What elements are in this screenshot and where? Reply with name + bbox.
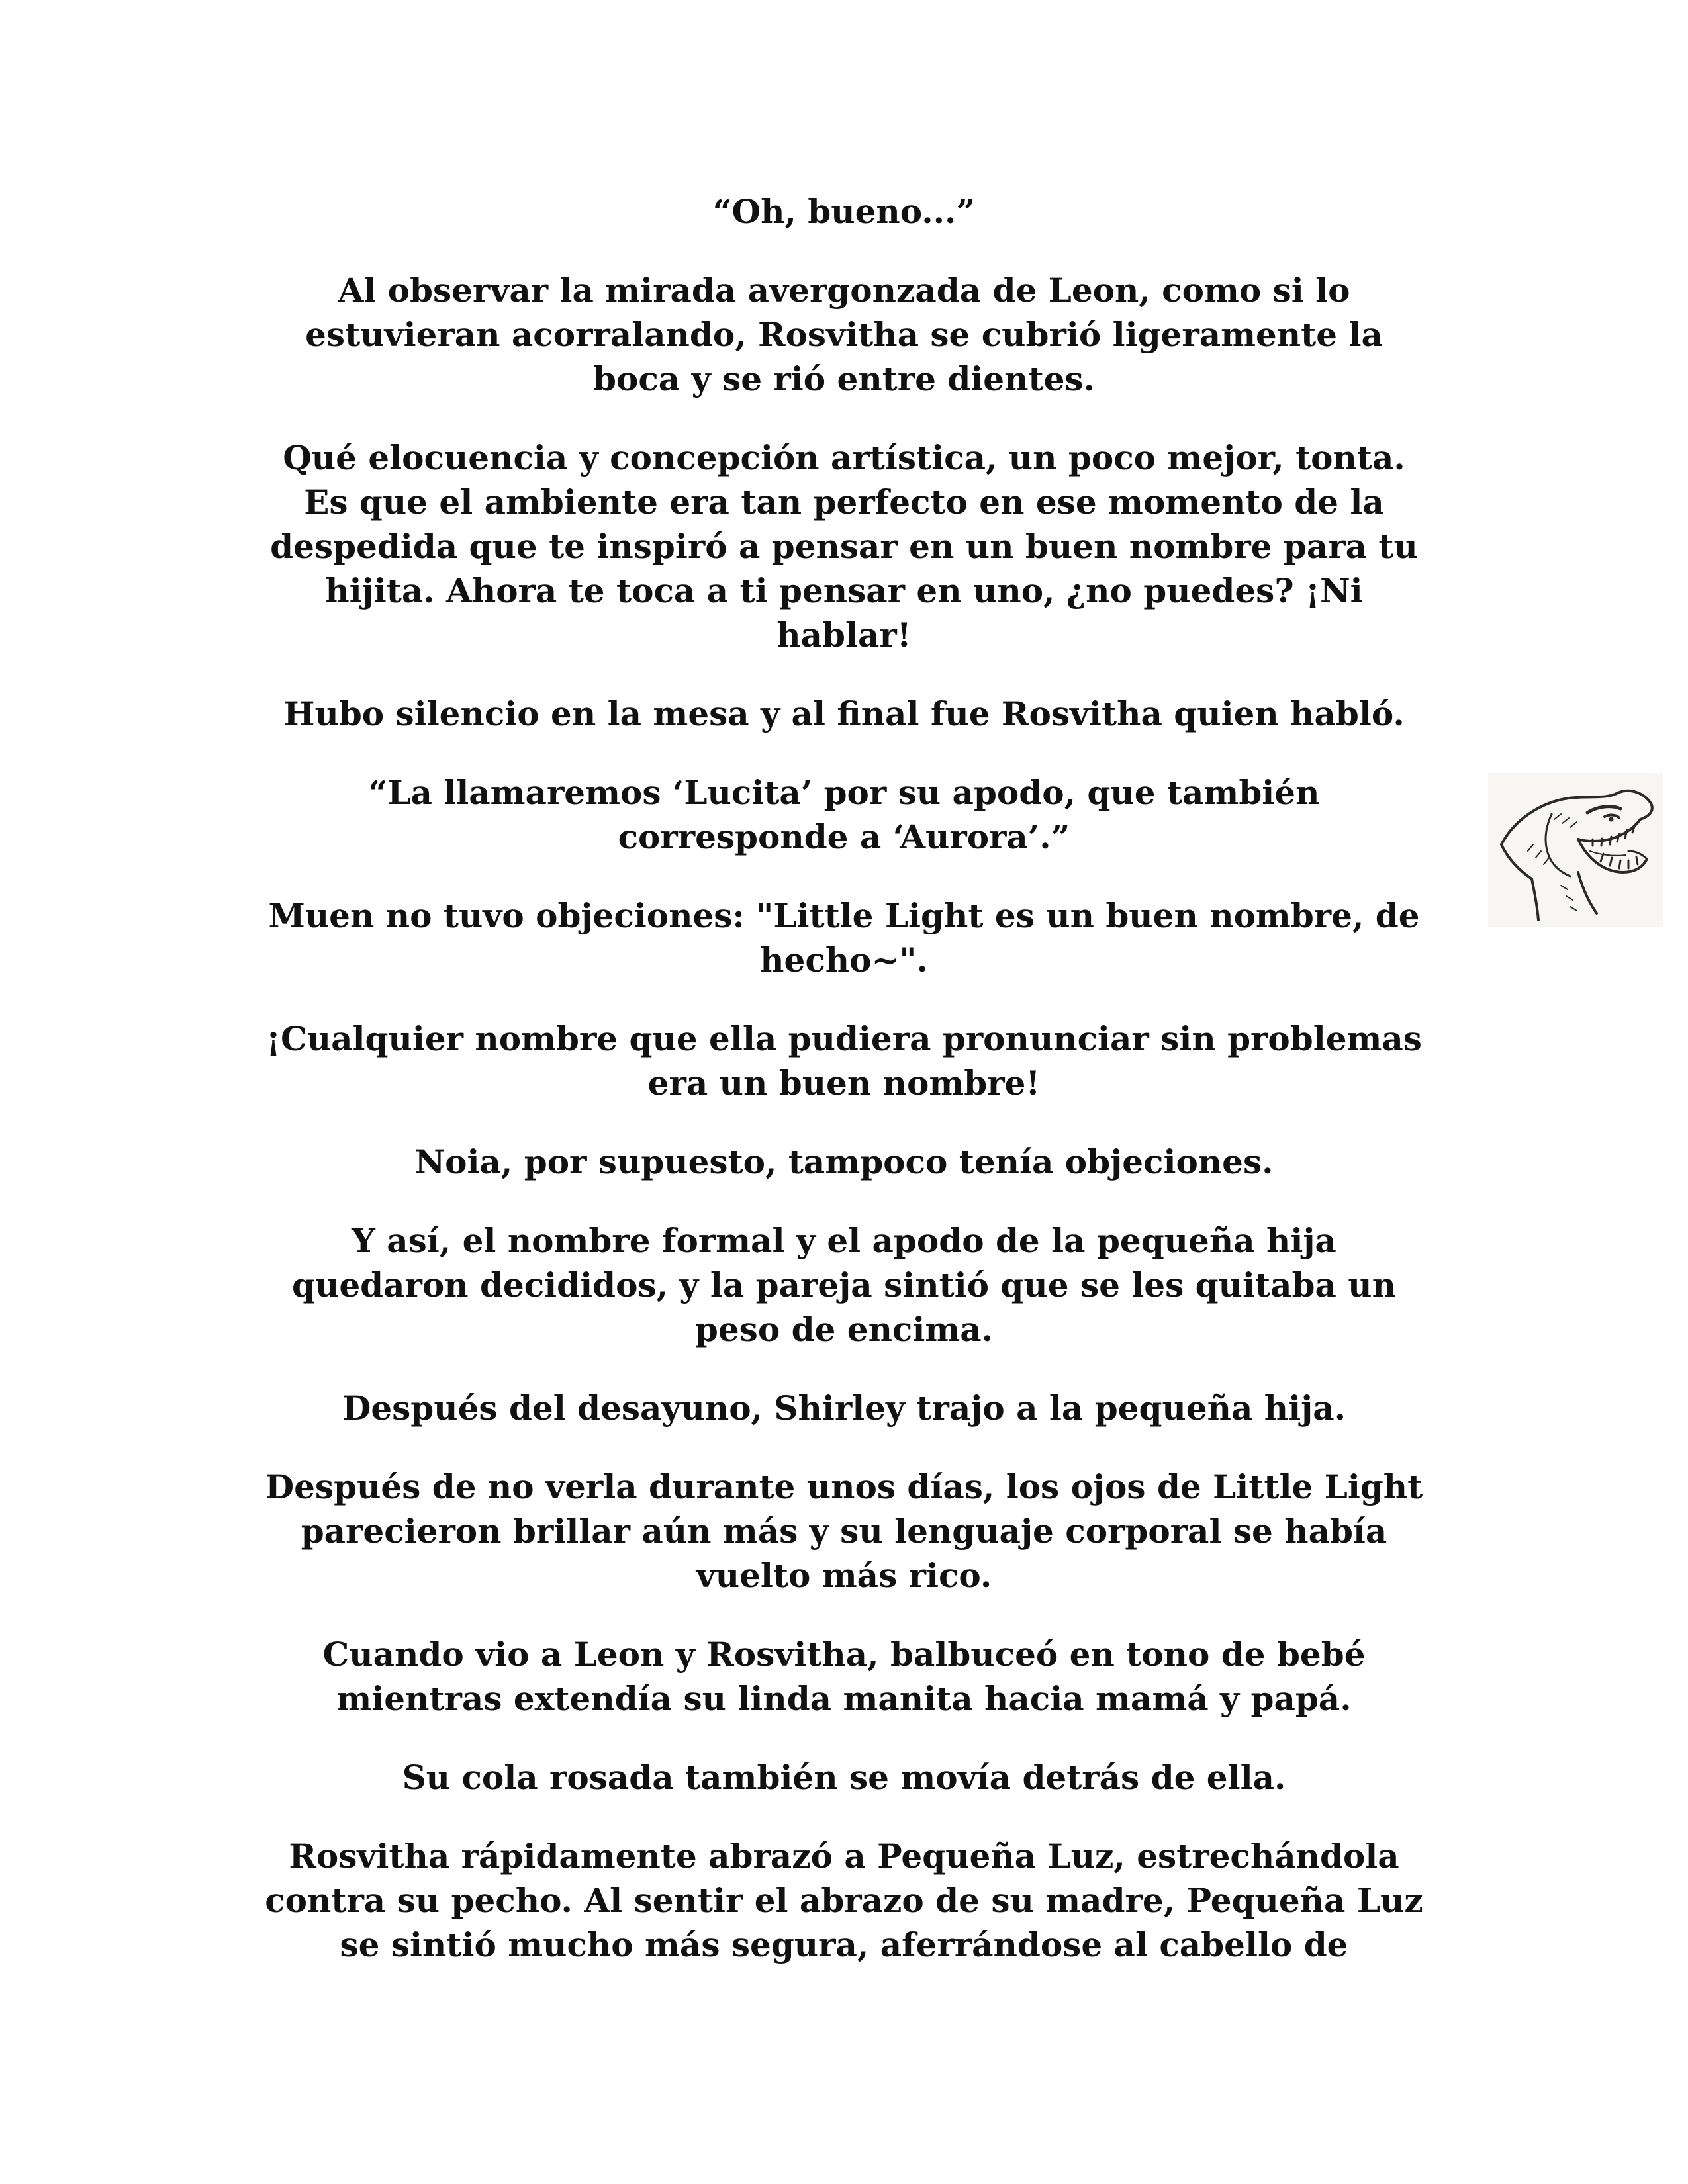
- text-line: Su cola rosada también se movía detrás de ella.: [402, 1758, 1286, 1797]
- text-line: Muen no tuvo objeciones: "Little Light es un buen nombre, de: [268, 896, 1420, 935]
- paragraph: [218, 1834, 1470, 1967]
- paragraph: [218, 893, 1470, 982]
- text-line: mientras extendía su linda manita hacia mamá y papá.: [336, 1679, 1352, 1718]
- text-line: hablar!: [776, 615, 912, 655]
- text-line: estuvieran acorralando, Rosvitha se cubrió ligeramente la: [305, 315, 1383, 354]
- text-line: ¡Cualquier nombre que ella pudiera pronunciar sin problemas: [266, 1019, 1422, 1058]
- dinosaur-head-sketch-icon: [1488, 773, 1663, 927]
- text-line: boca y se rió entre dientes.: [593, 359, 1095, 398]
- text-line: Qué elocuencia y concepción artística, un poco mejor, tonta.: [283, 438, 1405, 477]
- paragraph: [218, 1632, 1470, 1721]
- text-line: contra su pecho. Al sentir el abrazo de su madre, Pequeña Luz: [265, 1881, 1423, 1920]
- paragraph: [218, 435, 1470, 657]
- text-line: Después del desayuno, Shirley trajo a la pequeña hija.: [342, 1388, 1346, 1428]
- text-line: parecieron brillar aún más y su lenguaje corporal se había: [301, 1512, 1387, 1551]
- paragraph: [218, 268, 1470, 401]
- paragraph: [218, 1140, 1470, 1184]
- text-line: hecho~".: [760, 940, 928, 979]
- text-line: despedida que te inspiró a pensar en un buen nombre para tu: [270, 527, 1418, 566]
- text-line: Hubo silencio en la mesa y al final fue Rosvitha quien habló.: [283, 694, 1405, 733]
- text-line: “Oh, bueno...”: [712, 192, 976, 231]
- paragraph: [218, 1755, 1470, 1799]
- document-body: [218, 189, 1470, 2001]
- text-line: vuelto más rico.: [696, 1556, 992, 1595]
- text-line: Después de no verla durante unos días, los ojos de Little Light: [265, 1467, 1423, 1506]
- text-line: era un buen nombre!: [647, 1064, 1041, 1103]
- text-line: se sintió mucho más segura, aferrándose al cabello de: [340, 1925, 1348, 1964]
- paragraph: [218, 189, 1470, 234]
- paragraph: [218, 770, 1470, 859]
- text-line: Al observar la mirada avergonzada de Leon, como si lo: [338, 271, 1350, 310]
- text-line: Cuando vio a Leon y Rosvitha, balbuceó en tono de bebé: [322, 1635, 1366, 1674]
- text-line: “La llamaremos ‘Lucita’ por su apodo, que también: [368, 773, 1320, 812]
- text-line: Noia, por supuesto, tampoco tenía objeciones.: [414, 1142, 1274, 1181]
- text-line: corresponde a ‘Aurora’.”: [618, 817, 1070, 856]
- text-line: Rosvitha rápidamente abrazó a Pequeña Luz, estrechándola: [289, 1837, 1399, 1876]
- paragraph: [218, 1465, 1470, 1598]
- text-line: peso de encima.: [694, 1310, 994, 1349]
- text-line: Es que el ambiente era tan perfecto en ese momento de la: [304, 482, 1384, 522]
- text-line: Y así, el nombre formal y el apodo de la pequeña hija: [352, 1221, 1336, 1260]
- text-line: quedaron decididos, y la pareja sintió que se les quitaba un: [292, 1265, 1396, 1304]
- paragraph: [218, 1218, 1470, 1351]
- paragraph: [218, 1386, 1470, 1430]
- paragraph: [218, 692, 1470, 736]
- paragraph: [218, 1017, 1470, 1105]
- text-line: hijita. Ahora te toca a ti pensar en uno, ¿no puedes? ¡Ni: [325, 571, 1363, 610]
